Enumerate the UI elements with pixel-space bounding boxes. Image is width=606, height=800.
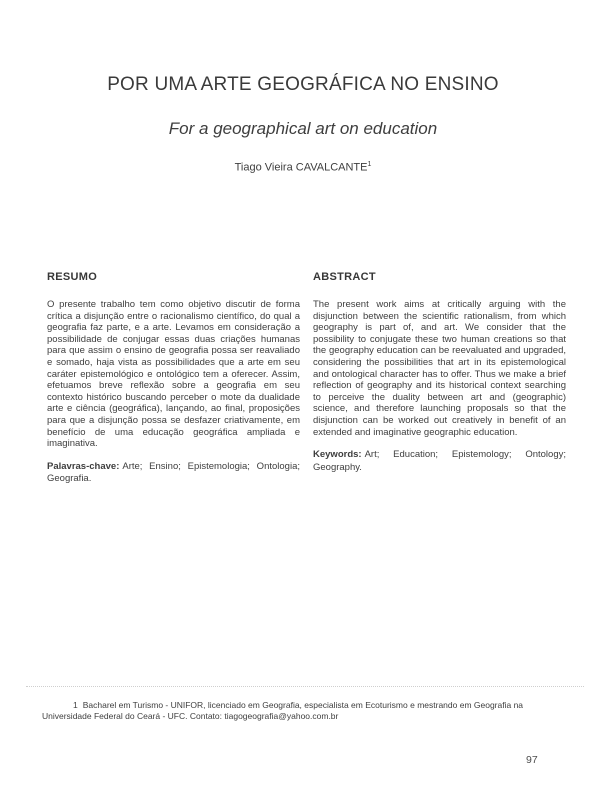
abstract-columns <box>47 271 567 486</box>
footnote-divider <box>26 686 584 687</box>
footnote-marker: 1 <box>73 699 78 710</box>
resumo-column <box>47 271 300 486</box>
resumo-heading: RESUMO <box>47 271 98 283</box>
author-line <box>0 161 606 174</box>
paper-subtitle: For a geographical art on education <box>168 119 438 138</box>
resumo-keywords-label: Palavras-chave: <box>47 460 120 472</box>
footnote <box>42 700 567 723</box>
abstract-keywords <box>313 449 566 474</box>
abstract-keywords-text: Art; Education; Epistemology; Ontology; Geography. <box>313 449 566 473</box>
author-footnote-marker: 1 <box>367 161 372 168</box>
paper-title: POR UMA ARTE GEOGRÁFICA NO ENSINO <box>107 74 499 95</box>
resumo-body: O presente trabalho tem como objetivo discutir de forma crítica a disjunção entre o racionalismo científico, do qual a geografia faz parte, e a arte. Levamos em consideração a possibilidade de conjugar essas duas criações humanas para que assim o ensino de geografia possa ser reavaliado e somado, haja vista as possibilidades que a arte em seu caráter epistemológico e ontológico tem a oferecer. Assim, efetuamos breve reflexão sobre a geografia em seu contexto histórico buscando perceber o mote da dualidade arte e ciência (geográfica), lançando, ao final, proposições para que a disjunção possa se desfazer criativamente, em benefício de uma educação geográfica ampliada e imaginativa. <box>47 299 300 450</box>
author-name: Tiago Vieira CAVALCANTE <box>234 161 368 174</box>
page-number: 97 <box>526 754 538 766</box>
footnote-text: Bacharel em Turismo - UNIFOR, licenciado em Geografia, especialista em Ecoturismo e mestrando em Geografia na Universidade Federal do Ceará - UFC. Contato: tiagogeografia@yahoo.com.br <box>42 699 524 721</box>
abstract-heading: ABSTRACT <box>313 271 376 283</box>
abstract-column <box>313 271 566 486</box>
resumo-keywords-text: Arte; Ensino; Epistemologia; Ontologia; Geografia. <box>47 460 300 485</box>
abstract-body: The present work aims at critically arguing with the disjunction between the scientific rationalism, from which geography is part of, and art. We consider that the possibility to conjugate these two human creations so that the geography education can be reevaluated and upgraded, considering the possibilities that art in its epistemological and ontological character has to offer. Thus we make a brief reflection of geography and its historical context searching to perceive the duality between art and (geographic) science, and therefore launching proposals so that the disjunction can be worked out creatively in benefit of an extended and imaginative geographic education. <box>313 299 566 438</box>
abstract-keywords-label: Keywords: <box>313 449 362 461</box>
resumo-keywords <box>47 461 300 486</box>
